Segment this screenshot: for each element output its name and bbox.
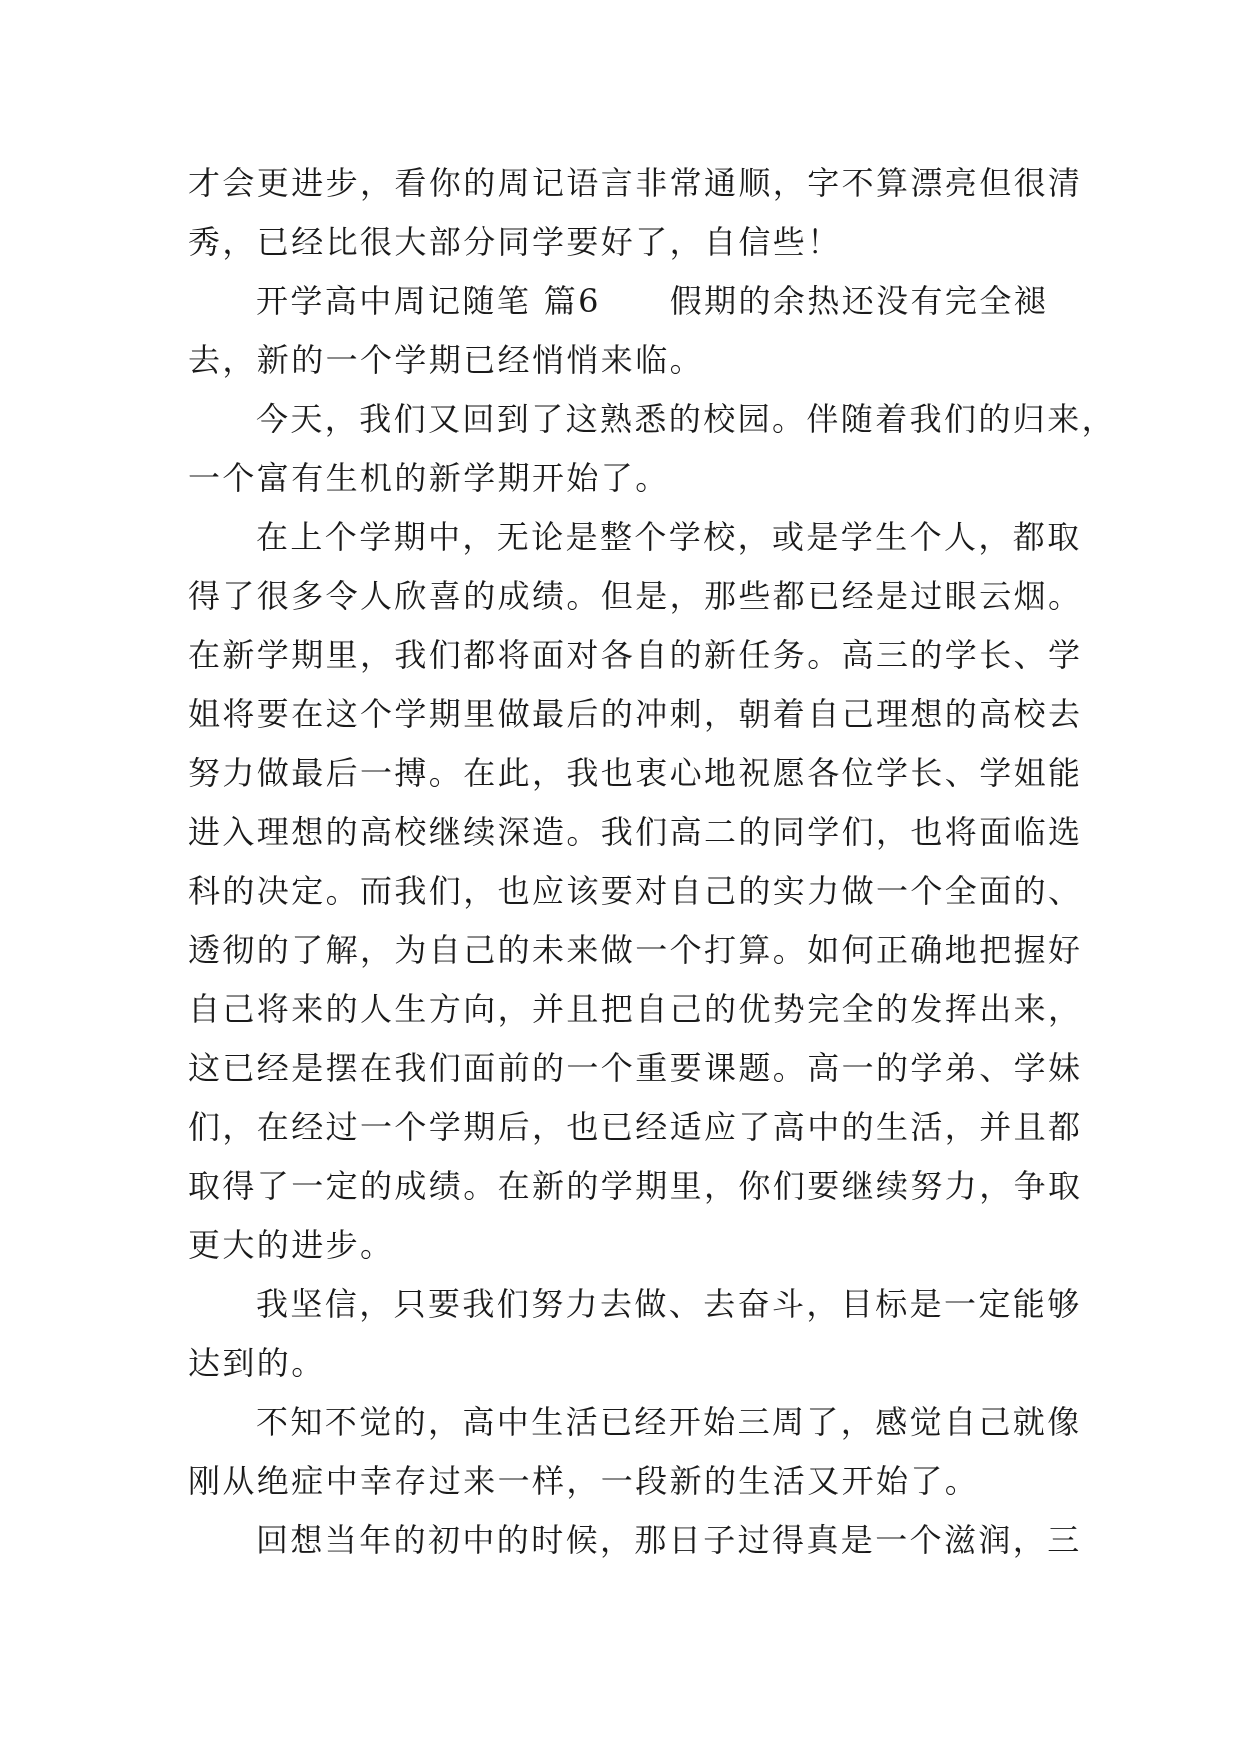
text-line	[0, 448, 1241, 508]
text-line	[0, 1392, 1241, 1452]
text-line	[0, 389, 1241, 449]
text-line	[0, 566, 1241, 626]
text-line-content: 努力做最后一搏。在此，我也衷心地祝愿各位学长、学姐能	[188, 754, 1083, 792]
text-line-content: 姐将要在这个学期里做最后的冲刺，朝着自己理想的高校去	[188, 695, 1083, 733]
text-line-content: 们，在经过一个学期后，也已经适应了高中的生活，并且都	[188, 1108, 1083, 1146]
text-line	[0, 743, 1241, 803]
text-line	[0, 1215, 1241, 1275]
text-line-content: 更大的进步。	[188, 1226, 395, 1264]
text-line	[0, 1156, 1241, 1216]
text-line-content: 自己将来的人生方向，并且把自己的优势完全的发挥出来，	[188, 990, 1083, 1028]
text-line	[0, 1038, 1241, 1098]
text-line-content: 科的决定。而我们，也应该要对自己的实力做一个全面的、	[188, 872, 1083, 910]
text-line	[0, 507, 1241, 567]
text-line	[0, 330, 1241, 390]
text-line	[0, 684, 1241, 744]
text-line	[0, 1451, 1241, 1511]
text-line-content: 进入理想的高校继续深造。我们高二的同学们，也将面临选	[188, 813, 1083, 851]
text-line	[0, 979, 1241, 1039]
text-line-content: 秀，已经比很大部分同学要好了，自信些！	[188, 223, 842, 261]
text-line	[0, 271, 1241, 331]
text-line	[0, 212, 1241, 272]
text-line-content: 一个富有生机的新学期开始了。	[188, 459, 670, 497]
text-line	[0, 920, 1241, 980]
text-line	[0, 861, 1241, 921]
text-line	[0, 153, 1241, 213]
text-line-content: 在新学期里，我们都将面对各自的新任务。高三的学长、学	[188, 636, 1083, 674]
text-line	[0, 1097, 1241, 1157]
text-line	[0, 1333, 1241, 1393]
text-line-content: 开学高中周记随笔 篇6 假期的余热还没有完全褪	[256, 282, 1049, 320]
text-line-content: 透彻的了解，为自己的未来做一个打算。如何正确地把握好	[188, 931, 1083, 969]
text-line-content: 去，新的一个学期已经悄悄来临。	[188, 341, 705, 379]
text-line-content: 在上个学期中，无论是整个学校，或是学生个人，都取	[256, 518, 1082, 556]
text-line-content: 今天，我们又回到了这熟悉的校园。伴随着我们的归来，	[256, 400, 1117, 438]
text-line-content: 不知不觉的，高中生活已经开始三周了，感觉自己就像	[256, 1403, 1082, 1441]
text-line-content: 我坚信，只要我们努力去做、去奋斗，目标是一定能够	[256, 1285, 1082, 1323]
text-line-content: 回想当年的初中的时候，那日子过得真是一个滋润，三	[256, 1521, 1082, 1559]
text-line-content: 得了很多令人欣喜的成绩。但是，那些都已经是过眼云烟。	[188, 577, 1083, 615]
text-line	[0, 1510, 1241, 1570]
text-line-content: 达到的。	[188, 1344, 326, 1382]
text-line-content: 取得了一定的成绩。在新的学期里，你们要继续努力，争取	[188, 1167, 1083, 1205]
text-line-content: 才会更进步，看你的周记语言非常通顺，字不算漂亮但很清	[188, 164, 1083, 202]
text-line-content: 这已经是摆在我们面前的一个重要课题。高一的学弟、学妹	[188, 1049, 1083, 1087]
text-line	[0, 1274, 1241, 1334]
text-line-content: 刚从绝症中幸存过来一样，一段新的生活又开始了。	[188, 1462, 980, 1500]
text-line	[0, 625, 1241, 685]
text-line	[0, 802, 1241, 862]
